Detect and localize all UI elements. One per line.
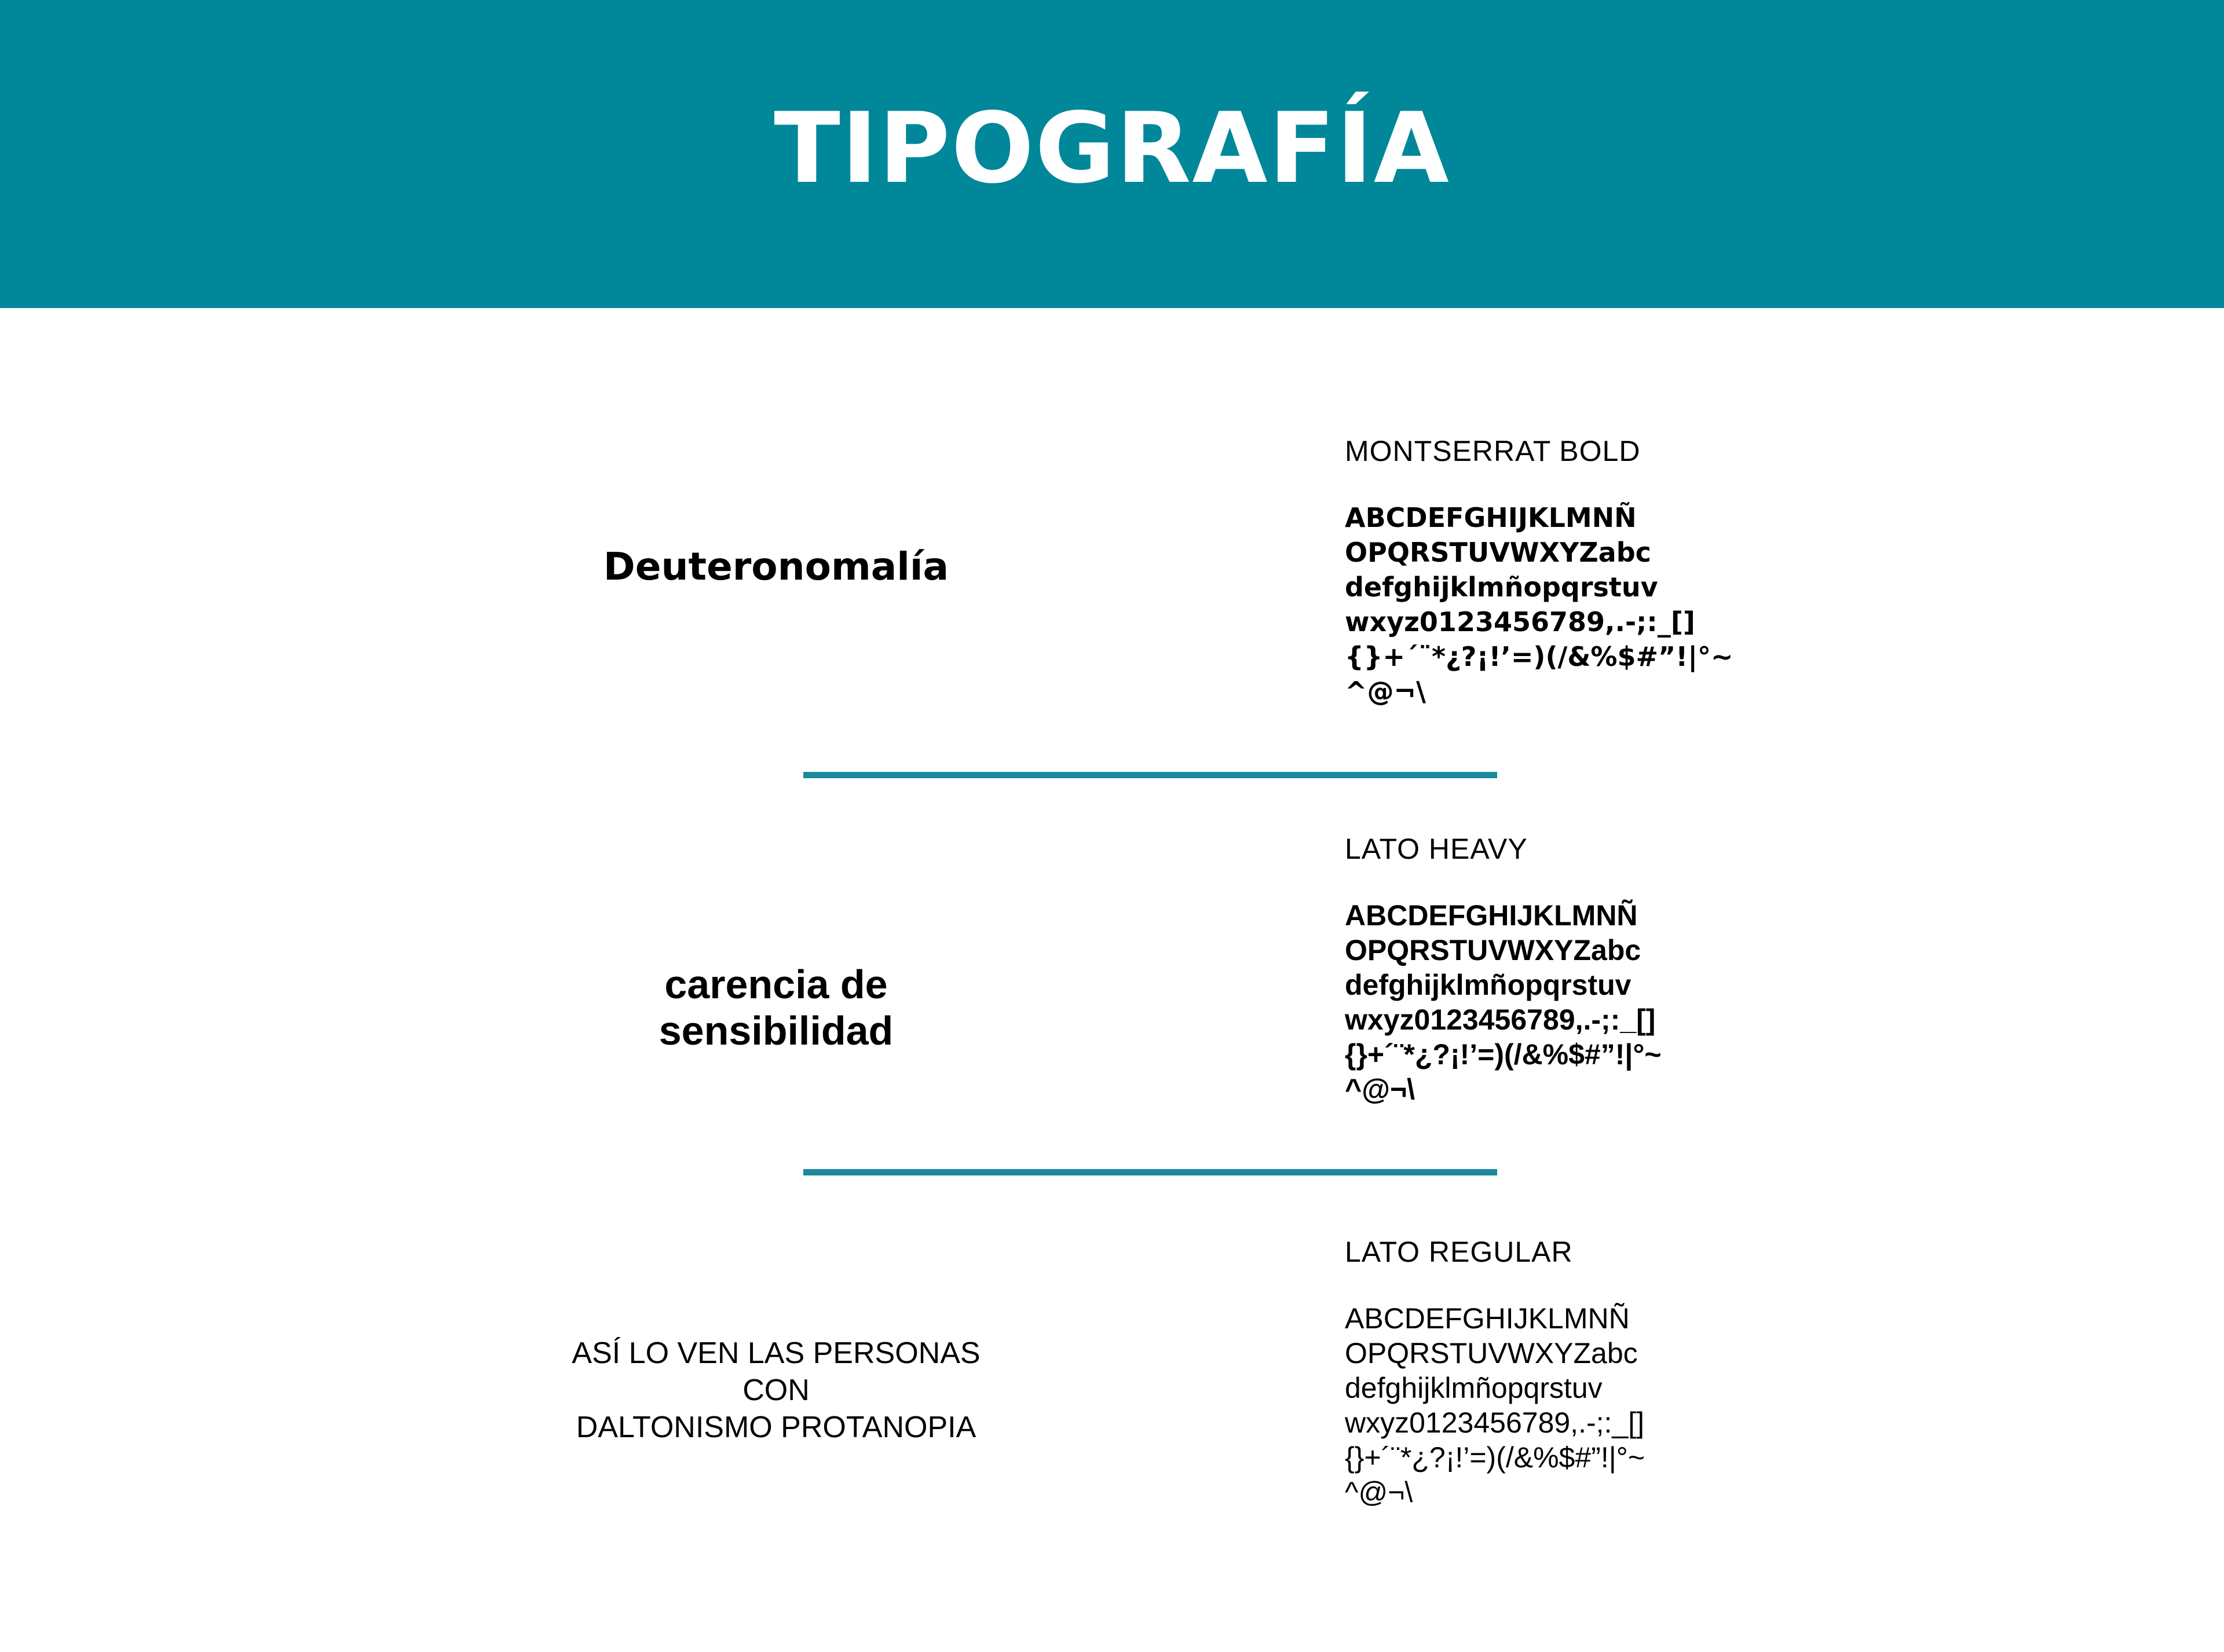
character-set <box>1345 500 1924 709</box>
character-line: OPQRSTUVWXYZabc <box>1345 934 1641 966</box>
character-line: ABCDEFGHIJKLMNÑ <box>1345 502 1637 533</box>
section-divider <box>803 1169 1497 1175</box>
character-line: OPQRSTUVWXYZabc <box>1345 537 1651 568</box>
sample-text-protanopia <box>544 1335 1008 1446</box>
character-line: wxyz0123456789,.-;:_[] <box>1345 606 1695 638</box>
character-line: {}+´¨*¿?¡!’=)(/&%$#”!|°~ <box>1345 1038 1662 1071</box>
header-banner <box>0 0 2224 308</box>
font-spec-lato-heavy <box>1345 832 1924 1107</box>
section-divider <box>803 772 1497 778</box>
character-line: OPQRSTUVWXYZabc <box>1345 1337 1638 1369</box>
character-line: wxyz0123456789,.-;:_[] <box>1345 1406 1644 1439</box>
character-set <box>1345 898 1924 1107</box>
sample-text-deuteronomalia: Deuteronomalía <box>603 544 949 589</box>
character-line: defghijklmñopqrstuv <box>1345 572 1658 603</box>
character-line: ^@¬\ <box>1345 1073 1415 1105</box>
page-title: TIPOGRAFÍA <box>774 91 1450 205</box>
character-line: ^@¬\ <box>1345 676 1426 707</box>
font-name: MONTSERRAT BOLD <box>1345 435 1641 467</box>
character-line: defghijklmñopqrstuv <box>1345 1372 1603 1404</box>
character-line: wxyz0123456789,.-;:_[] <box>1345 1003 1656 1036</box>
character-line: ^@¬\ <box>1345 1476 1413 1508</box>
font-name: LATO REGULAR <box>1345 1236 1573 1268</box>
font-spec-montserrat-bold <box>1345 434 1924 709</box>
character-line: defghijklmñopqrstuv <box>1345 969 1632 1001</box>
sample-line: ASÍ LO VEN LAS PERSONAS CON <box>572 1336 981 1407</box>
character-line: {}+´¨*¿?¡!’=)(/&%$#”!|°~ <box>1345 1441 1645 1474</box>
character-set <box>1345 1301 1924 1510</box>
font-spec-lato-regular <box>1345 1235 1924 1510</box>
font-name: LATO HEAVY <box>1345 833 1528 865</box>
sample-text-carencia: carencia de sensibilidad <box>659 962 894 1053</box>
character-line: {}+´¨*¿?¡!’=)(/&%$#”!|°~ <box>1345 641 1733 672</box>
sample-line: DALTONISMO PROTANOPIA <box>576 1411 976 1444</box>
character-line: ABCDEFGHIJKLMNÑ <box>1345 899 1638 932</box>
character-line: ABCDEFGHIJKLMNÑ <box>1345 1302 1630 1335</box>
